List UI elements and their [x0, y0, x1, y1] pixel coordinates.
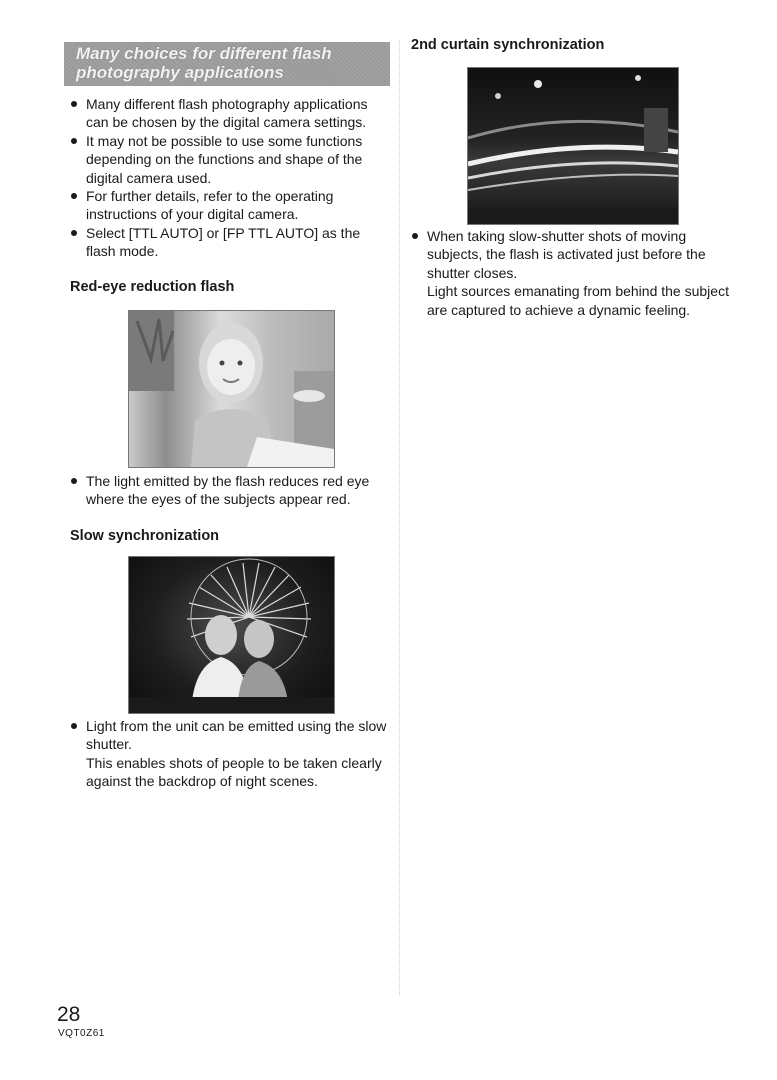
- red-eye-heading: Red-eye reduction flash: [70, 278, 235, 295]
- list-item: The light emitted by the flash reduces red eye where the eyes of the subjects appear red.: [70, 472, 390, 509]
- second-curtain-text: [411, 227, 731, 319]
- column-divider: [399, 40, 400, 995]
- left-column: [70, 95, 390, 296]
- page-number: 28: [57, 1003, 81, 1026]
- list-item: Light from the unit can be emitted using the slow shutter. This enables shots of people to be taken clearly against the backdrop of night scenes.: [70, 717, 390, 791]
- list-item: Many different flash photography applications can be chosen by the digital camera settings.: [70, 95, 390, 132]
- second-curtain-photo: [467, 67, 679, 225]
- banner-title: Many choices for different flash photography applications: [76, 44, 332, 82]
- slow-sync-photo: [128, 556, 335, 714]
- second-curtain-follow: Light sources emanating from behind the subject are captured to achieve a dynamic feeling.: [427, 283, 729, 318]
- right-column: [411, 36, 731, 54]
- slow-sync-text: [70, 717, 390, 791]
- list-item: For further details, refer to the operating instructions of your digital camera.: [70, 187, 390, 224]
- list-item: It may not be possible to use some functions depending on the functions and shape of the digital camera used.: [70, 132, 390, 187]
- intro-list: [70, 95, 390, 261]
- street-photo-illustration: [468, 68, 678, 224]
- red-eye-photo: [128, 310, 335, 468]
- list-item: When taking slow-shutter shots of moving subjects, the flash is activated just before the shutter closes. Light sources emanating from behind the subject are captured to achieve a dynamic feeling.: [411, 227, 731, 319]
- slow-sync-follow: This enables shots of people to be taken clearly against the backdrop of night scenes.: [86, 754, 382, 790]
- girl-photo-illustration: [129, 311, 334, 467]
- night-photo-illustration: [129, 557, 334, 713]
- slow-sync-heading: Slow synchronization: [70, 527, 220, 544]
- second-curtain-heading: 2nd curtain synchronization: [411, 37, 605, 53]
- document-code: VQT0Z61: [58, 1028, 105, 1039]
- list-item: Select [TTL AUTO] or [FP TTL AUTO] as the flash mode.: [70, 224, 390, 261]
- red-eye-text: [70, 472, 390, 545]
- section-banner: [64, 42, 390, 86]
